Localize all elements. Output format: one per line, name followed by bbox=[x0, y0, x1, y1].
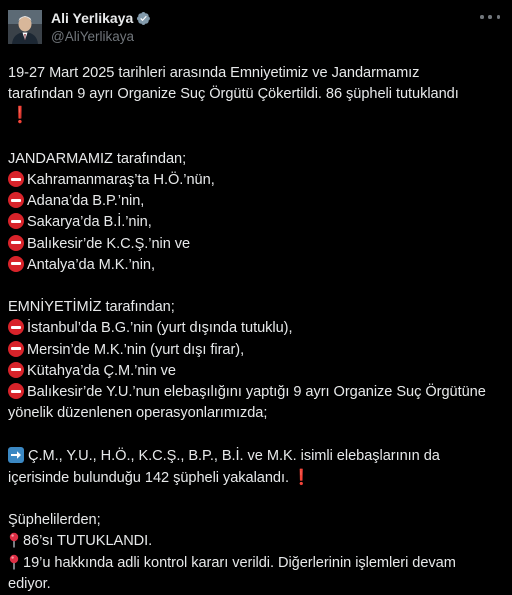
name-row bbox=[51, 9, 151, 27]
no-entry-icon bbox=[8, 213, 24, 229]
list-item bbox=[8, 212, 502, 233]
list-item-text: Balıkesir’de Y.U.’nun elebaşılığını yaptığı 9 ayrı Organize Suç Örgütüne bbox=[27, 384, 486, 401]
list-item bbox=[8, 234, 502, 255]
no-entry-icon bbox=[8, 256, 24, 272]
tweet-text bbox=[8, 63, 502, 595]
summary-line bbox=[8, 467, 502, 489]
text-line: 19-27 Mart 2025 tarihleri arasında Emniyetimiz ve Jandarmamız bbox=[8, 65, 420, 81]
blank-line bbox=[8, 424, 502, 445]
author-names bbox=[51, 9, 151, 46]
blank-line bbox=[8, 489, 502, 510]
avatar-image bbox=[8, 10, 42, 44]
no-entry-icon bbox=[8, 319, 24, 335]
summary-text: içerisinde bulunduğu 142 şüpheli yakalandı. bbox=[8, 469, 290, 486]
text-line: ediyor. bbox=[8, 575, 51, 592]
round-pushpin-icon bbox=[8, 554, 20, 570]
list-item bbox=[8, 191, 502, 212]
no-entry-icon bbox=[8, 341, 24, 357]
no-entry-icon bbox=[8, 171, 24, 187]
text-line: yönelik düzenlenen operasyonlarımızda; bbox=[8, 405, 268, 422]
list-item-text: Adana’da B.P.’nin, bbox=[27, 193, 145, 210]
no-entry-icon bbox=[8, 362, 24, 378]
list-item-text: Kütahya’da Ç.M.’nin ve bbox=[27, 362, 176, 379]
author-display-name[interactable]: Ali Yerlikaya bbox=[51, 10, 134, 26]
list-item bbox=[8, 382, 502, 403]
blank-line bbox=[8, 276, 502, 297]
text-line bbox=[8, 105, 502, 127]
no-entry-icon bbox=[8, 192, 24, 208]
list-item-text: Mersin’de M.K.’nin (yurt dışı firar), bbox=[27, 341, 245, 358]
text-span: tarafından 9 ayrı Organize Suç Örgütü Çökertildi. 86 şüpheli tutuklandı bbox=[8, 86, 459, 103]
list-item-text: Antalya’da M.K.’nin, bbox=[27, 256, 155, 273]
avatar[interactable] bbox=[8, 10, 42, 44]
more-horizontal-icon[interactable] bbox=[480, 10, 500, 24]
jandarma-header: JANDARMAMIZ tarafından; bbox=[8, 150, 187, 167]
list-item-text: Sakarya’da B.İ.’nin, bbox=[27, 214, 152, 231]
red-exclamation-icon: ❗ bbox=[10, 107, 30, 125]
suspects-header: Şüphelilerden; bbox=[8, 512, 101, 529]
list-item-text: Kahramanmaraş’ta H.Ö.’nün, bbox=[27, 172, 215, 188]
list-item-text: İstanbul’da B.G.’nin (yurt dışında tutuklu), bbox=[27, 320, 293, 337]
no-entry-icon bbox=[8, 235, 24, 251]
right-arrow-icon bbox=[8, 447, 24, 463]
verified-badge-icon[interactable] bbox=[136, 11, 151, 26]
round-pushpin-icon bbox=[8, 532, 20, 548]
blank-line bbox=[8, 128, 502, 149]
list-item bbox=[8, 170, 502, 191]
list-item-text: Balıkesir’de K.C.Ş.’nin ve bbox=[27, 235, 191, 252]
list-item bbox=[8, 318, 502, 339]
text-line bbox=[8, 84, 502, 105]
tweet-header bbox=[8, 8, 502, 52]
emniyet-header: EMNİYETİMİZ tarafından; bbox=[8, 299, 175, 316]
list-item bbox=[8, 340, 502, 361]
suspects-item bbox=[8, 553, 502, 574]
suspects-text: 86’sı TUTUKLANDI. bbox=[23, 533, 153, 550]
list-item bbox=[8, 255, 502, 276]
suspects-text: 19’u hakkında adli kontrol kararı verildi. Diğerlerinin işlemleri devam bbox=[23, 554, 456, 571]
suspects-item bbox=[8, 531, 502, 552]
author-handle[interactable]: @AliYerlikaya bbox=[51, 29, 134, 44]
red-exclamation-icon: ❗ bbox=[292, 468, 311, 486]
list-item bbox=[8, 361, 502, 382]
summary-line bbox=[8, 446, 502, 467]
summary-text: Ç.M., Y.U., H.Ö., K.C.Ş., B.P., B.İ. ve M.K. isimli elebaşlarının da bbox=[28, 447, 440, 464]
no-entry-icon bbox=[8, 383, 24, 399]
